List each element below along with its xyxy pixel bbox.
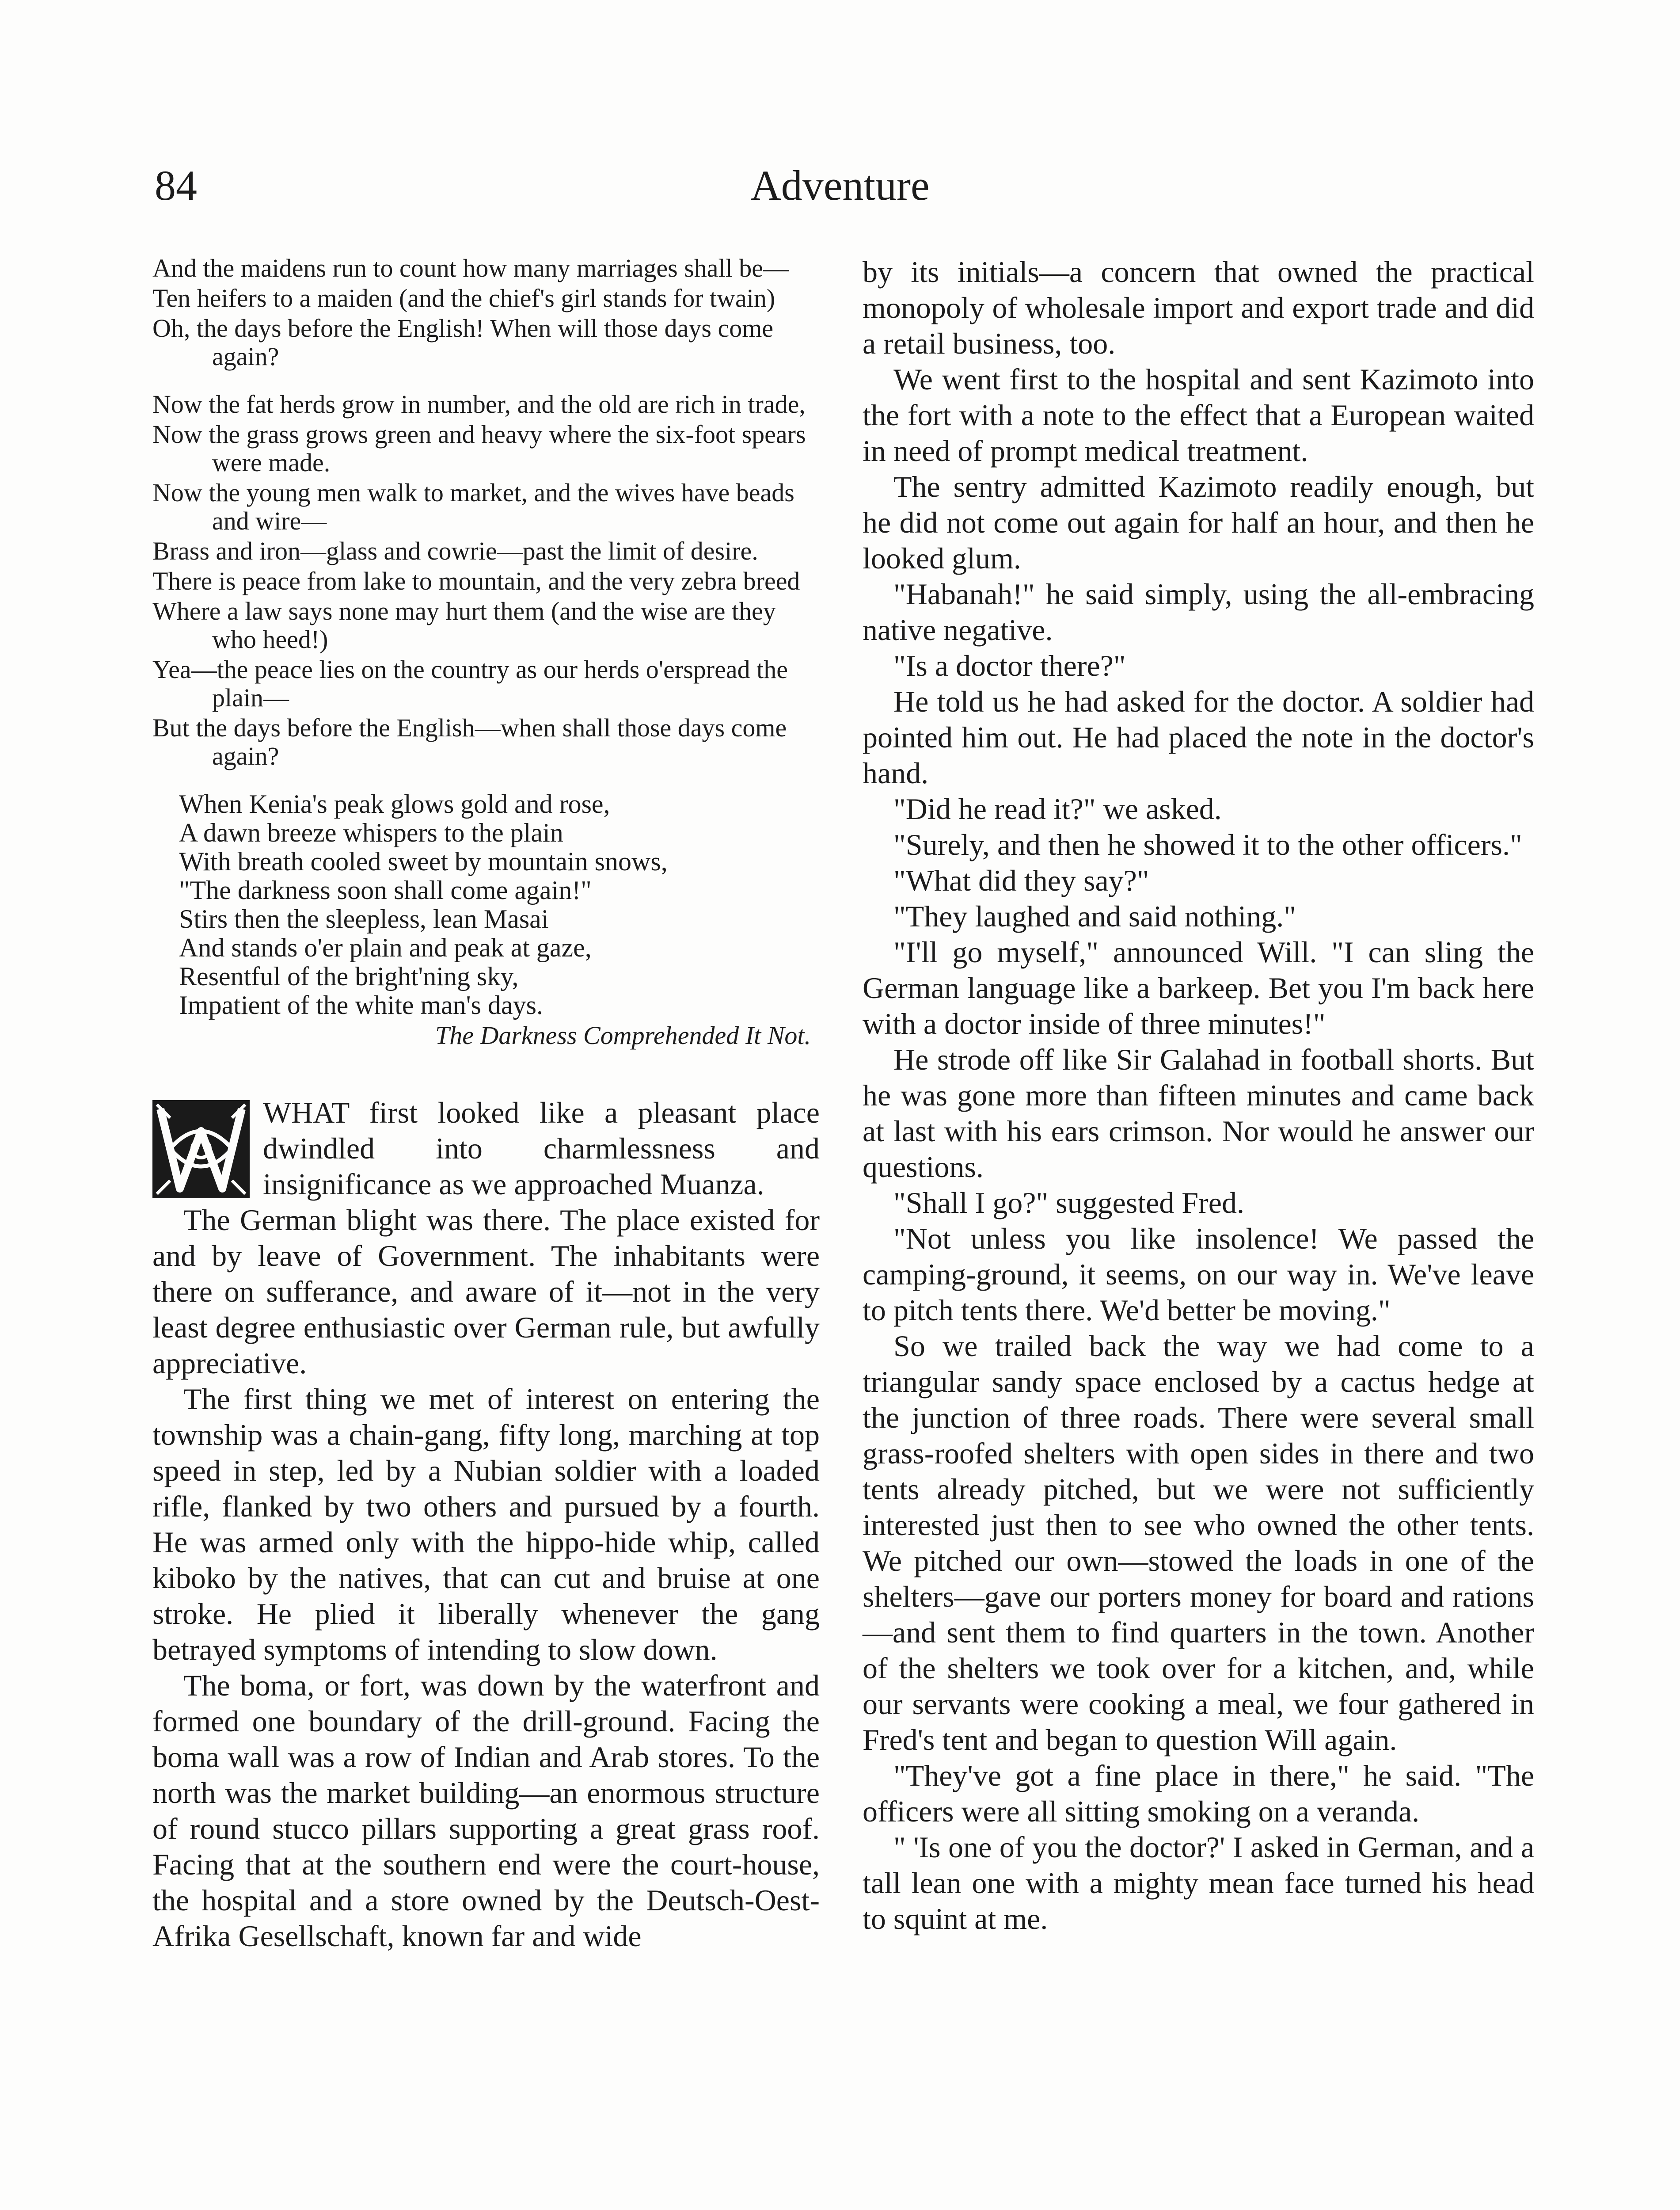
body-paragraph: "They laughed and said nothing." bbox=[893, 899, 1296, 933]
body-paragraph: The German blight was there. The place existed for and by leave of Government. The inhabitants were there on sufferance, and aware of it—not in the very least degree enthusiastic over German rule, but awfully appreciative. bbox=[152, 1203, 820, 1380]
page-header bbox=[150, 159, 1530, 217]
opening-paragraph bbox=[152, 1095, 820, 1202]
body-paragraph: He told us he had asked for the doctor. A soldier had pointed him out. He had placed the note in the doctor's hand. bbox=[863, 685, 1534, 790]
page-number: 84 bbox=[155, 162, 197, 209]
verse-line: When Kenia's peak glows gold and rose, bbox=[179, 789, 610, 819]
verse-line: Brass and iron—glass and cowrie—past the limit of desire. bbox=[152, 537, 758, 565]
verse-line: Now the grass grows green and heavy where the six-foot spears were made. bbox=[152, 420, 806, 477]
body-paragraph: The boma, or fort, was down by the waterfront and formed one boundary of the drill-ground. Facing the boma wall was a row of Indian and Arab stores. To the north was the market building—an enormous structure of round stucco pillars supporting a great grass roof. Facing that at the southern end were the court-house, the hospital and a store owned by the Deutsch-Oest-Afrika Gesellschaft, known far and wide bbox=[152, 1669, 820, 1953]
verse-line: Oh, the days before the English! When will those days come again? bbox=[152, 314, 774, 371]
body-paragraph: "What did they say?" bbox=[893, 864, 1149, 897]
verse-line: A dawn breeze whispers to the plain bbox=[179, 818, 563, 847]
body-paragraph: The sentry admitted Kazimoto readily enough, but he did not come out again for half an hour, and then he looked glum. bbox=[863, 470, 1534, 575]
body-paragraph: "Is a doctor there?" bbox=[893, 649, 1126, 682]
verse-line: There is peace from lake to mountain, and the very zebra breed bbox=[152, 567, 800, 595]
verse-line: Stirs then the sleepless, lean Masai bbox=[179, 904, 549, 934]
opening-text: WHAT first looked like a pleasant place dwindled into charmlessness and insignificance as we approached Muanza. bbox=[263, 1096, 820, 1201]
body-paragraph: "Habanah!" he said simply, using the all-embracing native negative. bbox=[863, 577, 1534, 647]
verse-line: Now the fat herds grow in number, and the old are rich in trade, bbox=[152, 390, 806, 419]
body-paragraph: He strode off like Sir Galahad in football shorts. But he was gone more than fifteen minutes and came back at last with his ears crimson. Nor would he answer our questions. bbox=[863, 1043, 1534, 1184]
left-column bbox=[152, 254, 820, 1954]
verse-line: But the days before the English—when shall those days come again? bbox=[152, 713, 787, 770]
verse-line: And the maidens run to count how many marriages shall be— bbox=[152, 254, 789, 282]
body-paragraph: "Shall I go?" suggested Fred. bbox=[893, 1186, 1244, 1219]
poem-stanza bbox=[152, 390, 820, 770]
verse-line: With breath cooled sweet by mountain snows, bbox=[179, 847, 668, 876]
body-paragraph: "Surely, and then he showed it to the other officers." bbox=[893, 828, 1522, 861]
body-paragraph: " 'Is one of you the doctor?' I asked in German, and a tall lean one with a mighty mean face turned his head to squint at me. bbox=[863, 1830, 1534, 1936]
verse-line: "The darkness soon shall come again!" bbox=[179, 876, 592, 905]
body-paragraph: "Not unless you like insolence! We passed the camping-ground, it seems, on our way in. We've leave to pitch tents there. We'd better be moving." bbox=[863, 1222, 1534, 1327]
continued-paragraph: by its initials—a concern that owned the practical monopoly of wholesale import and export trade and did a retail business, too. bbox=[863, 255, 1534, 360]
verse-line: Where a law says none may hurt them (and the wise are they who heed!) bbox=[152, 597, 776, 654]
verse-line: Yea—the peace lies on the country as our herds o'erspread the plain— bbox=[152, 655, 788, 712]
verse-line: Ten heifers to a maiden (and the chief's girl stands for twain) bbox=[152, 284, 775, 312]
body-paragraph: "They've got a fine place in there," he said. "The officers were all sitting smoking on a veranda. bbox=[863, 1759, 1534, 1828]
body-paragraph: The first thing we met of interest on entering the township was a chain-gang, fifty long, marching at top speed in step, led by a Nubian soldier with a loaded rifle, flanked by two others and pursued by a fourth. He was armed only with the hippo-hide whip, called kiboko by the natives, that can cut and bruise at one stroke. He plied it liberally whenever the gang betrayed symptoms of intending to slow down. bbox=[152, 1382, 820, 1666]
verse-line: And stands o'er plain and peak at gaze, bbox=[179, 933, 592, 962]
body-paragraph: "Did he read it?" we asked. bbox=[893, 792, 1222, 826]
right-column bbox=[863, 254, 1534, 1937]
body-paragraph: So we trailed back the way we had come to a triangular sandy space enclosed by a cactus hedge at the junction of three roads. There were several small grass-roofed shelters with open sides in there and two tents already pitched, but we were not sufficiently interested just then to see who owned the other tents. We pitched our own—stowed the loads in one of the shelters—gave our porters money for board and rations—and sent them to find quarters in the town. Another of the shelters we took over for a kitchen, and, while our servants were cooking a meal, we four gathered in Fred's tent and began to question Will again. bbox=[863, 1329, 1534, 1757]
ornamental-dropcap-w bbox=[152, 1100, 250, 1198]
poem-stanza bbox=[152, 254, 820, 371]
body-paragraph: "I'll go myself," announced Will. "I can sling the German language like a barkeep. Bet you I'm back here with a doctor inside of three minutes!" bbox=[863, 935, 1534, 1040]
poem-attribution: The Darkness Comprehended It Not. bbox=[435, 1021, 811, 1050]
poem-two bbox=[152, 790, 820, 1051]
verse-line: Now the young men walk to market, and the wives have beads and wire— bbox=[152, 478, 794, 535]
verse-line: Impatient of the white man's days. bbox=[179, 991, 543, 1020]
poem-one bbox=[152, 254, 820, 770]
dropcap-ornament-icon bbox=[152, 1100, 250, 1198]
running-title: Adventure bbox=[750, 162, 930, 209]
verse-line: Resentful of the bright'ning sky, bbox=[179, 962, 519, 991]
body-paragraph: We went first to the hospital and sent Kazimoto into the fort with a note to the effect that a European waited in need of prompt medical treatment. bbox=[863, 362, 1534, 468]
